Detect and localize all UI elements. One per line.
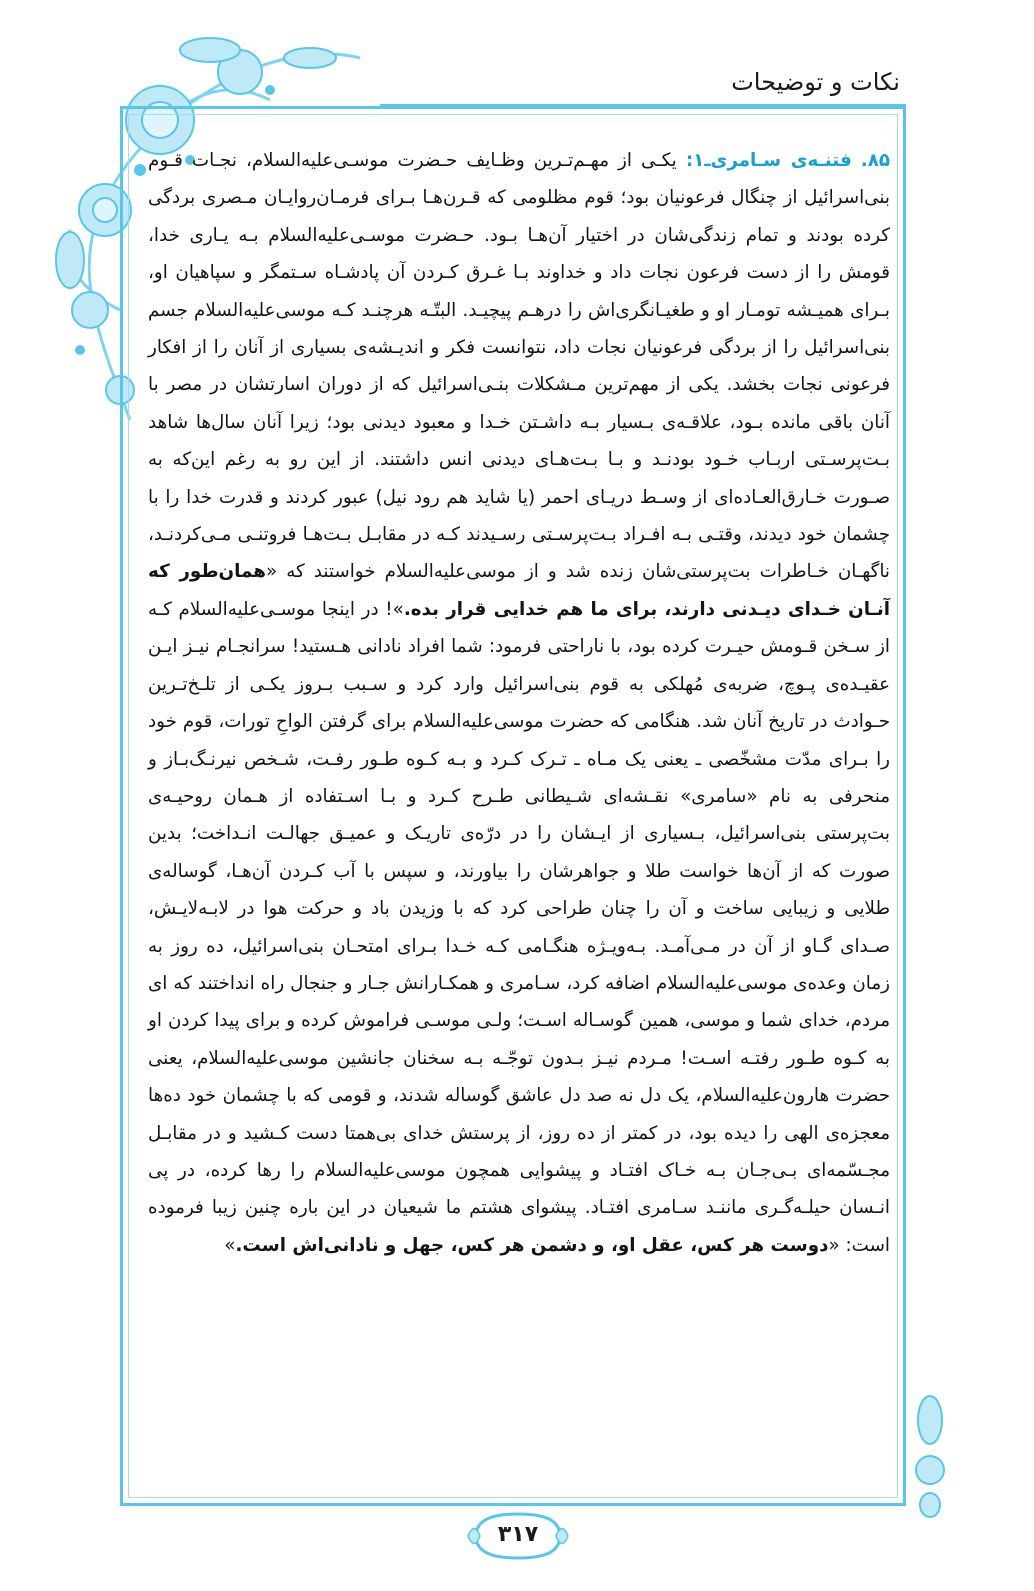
section-title: نکات و توضیحات (731, 68, 900, 96)
note-body (148, 142, 890, 1264)
note-quote-2: دوست هر کس، عقل او، و دشمن هر کس، جهل و نادانی‌اش است. (235, 1234, 829, 1256)
header-rule (380, 104, 906, 107)
note-quote-1: همان‌طور که آنـان خـدای دیـدنی دارند، برای ما هم خدایی قرار بده. (148, 561, 890, 620)
note-paragraph-3: » (224, 1234, 236, 1256)
note-number: ۸۵. (860, 150, 891, 171)
page-number-badge (466, 1508, 570, 1564)
page-number: ۳۱۷ (497, 1522, 539, 1547)
note-paragraph-1: یکـی از مهـم‌تـرین وظـایف حـضرت موسـی‌علیه‌السلام، نجـات قـوم بنی‌اسرائیل از چنگال فرعونیان بود؛ قوم مظلومی که قـرن‌هـا بـرای فرمـان‌روایـان مـصری بردگی کرده بودند و تمام زندگی‌شان در اختیار آن‌هـا بـود. حـضرت موسـی‌علیه‌السلام بـه یـاری خدا، قومش را از دست فرعون نجات داد و خداوند بـا غـرق کـردن آن پادشـاه سـتمگر و سپاهیان او، بـرای همیـشه تومـار او و طغیـانگری‌اش را درهـم پیچیـد. البتّـه هرچنـد کـه موسی‌علیه‌السلام جسم بنی‌اسرائیل را از بردگی فرعونیان نجات داد، نتوانست فکر و اندیـشه‌ی بسیاری از آنان را از افکار فرعونی نجات بخشد. یکی از مهم‌ترین مـشکلات بنـی‌اسرائیل که از دوران اسارتشان در مصر با آنان باقی مانده بـود، علاقـه‌ی بـسیار بـه داشـتن خـدا و معبود دیدنی بود؛ زیرا آنان سال‌ها شاهد بـت‌پرسـتی اربـاب خـود بودنـد و بـا بـت‌هـای دیدنی انس داشتند. از این رو به رغم این‌که به صـورت خـارق‌العـاده‌ای از وسـط دریـای احمر (یا شاید هم رود نیل) عبور کردند و قدرت خدا را با چشمان خود دیدند، وقتـی بـه افـراد بـت‌پرسـتی رسـیدند کـه در مقابـل بـت‌هـا فروتنـی مـی‌کردنـد، ناگهـان خـاطرات بت‌پرستی‌شان زنده شد و از موسی‌علیه‌السلام خواستند که « (148, 150, 890, 583)
floral-ornament-bottom-right (900, 1380, 980, 1520)
note-paragraph-2: »! در اینجا موسـی‌علیه‌السلام کـه از سـخن قـومش حیـرت کرده بود، با ناراحتی فرمود: شما افراد نادانی هـستید! سرانجـام نیـز ایـن عقیـده‌ی پـوچ، ضربه‌ی مُهلکی به قوم بنی‌اسرائیل وارد کرد و سـبب بـروز یکـی از تلـخ‌تـرین حـوادث در تاریخ آنان شد. هنگامی که حضرت موسی‌علیه‌السلام برای گرفتن الواحِ تورات، قوم خود را بـرای مدّت مشخّصی ـ یعنی یک مـاه ـ تـرک کـرد و بـه کـوه طـور رفـت، شـخص نیرنـگ‌بـاز و منحرفی به نام «سامری» نقـشه‌ای شـیطانی طـرح کـرد و بـا اسـتفاده از هـمان روحیـه‌ی بت‌پرستی بنی‌اسرائیل، بـسیاری از ایـشان را در درّه‌ی تاریـک و عمیـق جهالـت انـداخت؛ بدین صورت که از آن‌ها خواست طلا و جواهرشان را بیاورند، و سپس با آب کـردن آن‌هـا، گوساله‌ی طلایی و زیبایی ساخت و آن را چنان طراحی کرد که با وزیدن باد و حرکت هوا در لابـه‌لایـش، صـدای گـاو از آن در مـی‌آمـد. بـه‌ویـژه هنگـامی کـه خـدا بـرای امتحـان بنی‌اسرائیل، ده روز به زمان وعده‌ی موسی‌علیه‌السلام اضافه کرد، سـامری و همکـارانش جـار و جنجال راه انداختند که ای مردم، خدای شما و موسی، همین گوسـاله اسـت؛ ولـی موسـی فراموش کرده و برای پیدا کردن او به کـوه طـور رفتـه اسـت! مـردم نیـز بـدون توجّـه بـه سخنان جانشین موسی‌علیه‌السلام، یعنی حضرت هارون‌علیه‌السلام، یک دل نه صد دل عاشق گوساله شدند، و قومی که با چشمان خود ده‌ها معجزه‌ی الهی را دیده بود، در کمتر از ده روز، از پرستش خدای بی‌همتا دست کـشید و در مقابـل مجـسّمه‌ای بـی‌جـان بـه خـاک افتـاد و پیشوایی همچون موسی‌علیه‌السلام را رها کرده، در پی انـسان حیلـه‌گـری ماننـد سـامری افتـاد. پیشوای هشتم ما شیعیان در این باره چنین زیبا فرموده است: « (148, 598, 890, 1256)
note-heading: فتنـه‌ی سـامری‌ـ۱: (685, 150, 852, 171)
